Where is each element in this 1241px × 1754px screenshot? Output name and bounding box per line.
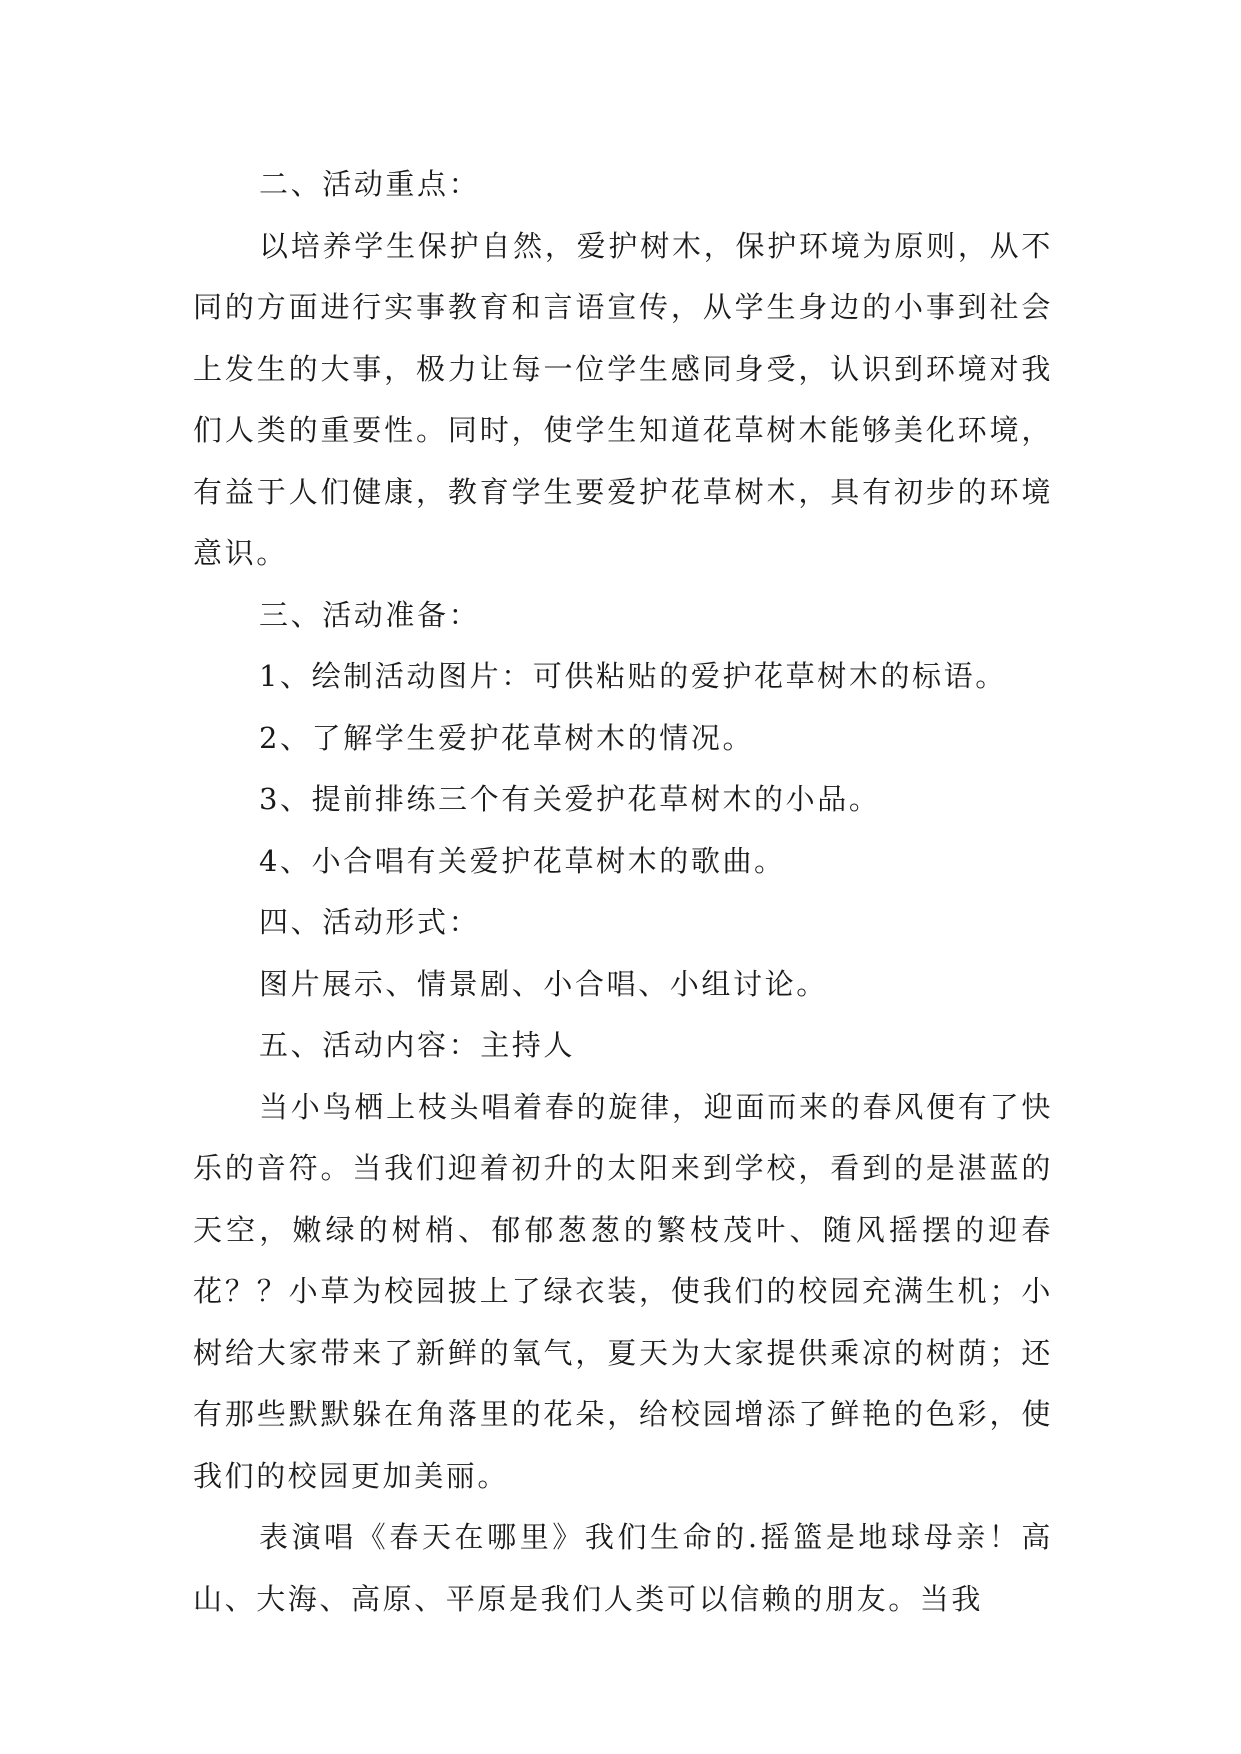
paragraph-focus-description: 以培养学生保护自然，爱护树木，保护环境为原则，从不同的方面进行实事教育和言语宣传，从学生身边的小事到社会上发生的大事，极力让每一位学生感同身受，认识到环境对我们人类的重要性。同时，使学生知道花草树木能够美化环境，有益于人们健康，教育学生要爱护花草树木，具有初步的环境意识。 <box>193 228 1053 570</box>
section-heading-content: 五、活动内容：主持人 <box>259 1028 576 1062</box>
paragraph-format-description: 图片展示、情景剧、小合唱、小组讨论。 <box>259 966 828 1001</box>
list-item-preparation-3: 3、提前排练三个有关爱护花草树木的小品。 <box>259 782 881 816</box>
paragraph-performance: 表演唱《春天在哪里》我们生命的.摇篮是地球母亲！高山、大海、高原、平原是我们人类可以信赖的朋友。当我 <box>193 1520 1053 1616</box>
section-heading-format: 四、活动形式： <box>259 905 481 939</box>
section-heading-preparation: 三、活动准备： <box>259 597 481 632</box>
list-item-preparation-2: 2、了解学生爱护花草树木的情况。 <box>259 720 755 755</box>
paragraph-host-speech: 当小鸟栖上枝头唱着春的旋律，迎面而来的春风便有了快乐的音符。当我们迎着初升的太阳来到学校，看到的是湛蓝的天空，嫩绿的树梢、郁郁葱葱的繁枝茂叶、随风摇摆的迎春花？？小草为校园披上了绿衣装，使我们的校园充满生机；小树给大家带来了新鲜的氧气，夏天为大家提供乘凉的树荫；还有那些默默躲在角落里的花朵，给校园增添了鲜艳的色彩，使我们的校园更加美丽。 <box>193 1089 1053 1493</box>
list-item-preparation-1: 1、绘制活动图片：可供粘贴的爱护花草树木的标语。 <box>259 659 1007 693</box>
list-item-preparation-4: 4、小合唱有关爱护花草树木的歌曲。 <box>259 843 786 878</box>
document-body <box>193 154 1053 1630</box>
section-heading-focus: 二、活动重点： <box>259 167 481 201</box>
